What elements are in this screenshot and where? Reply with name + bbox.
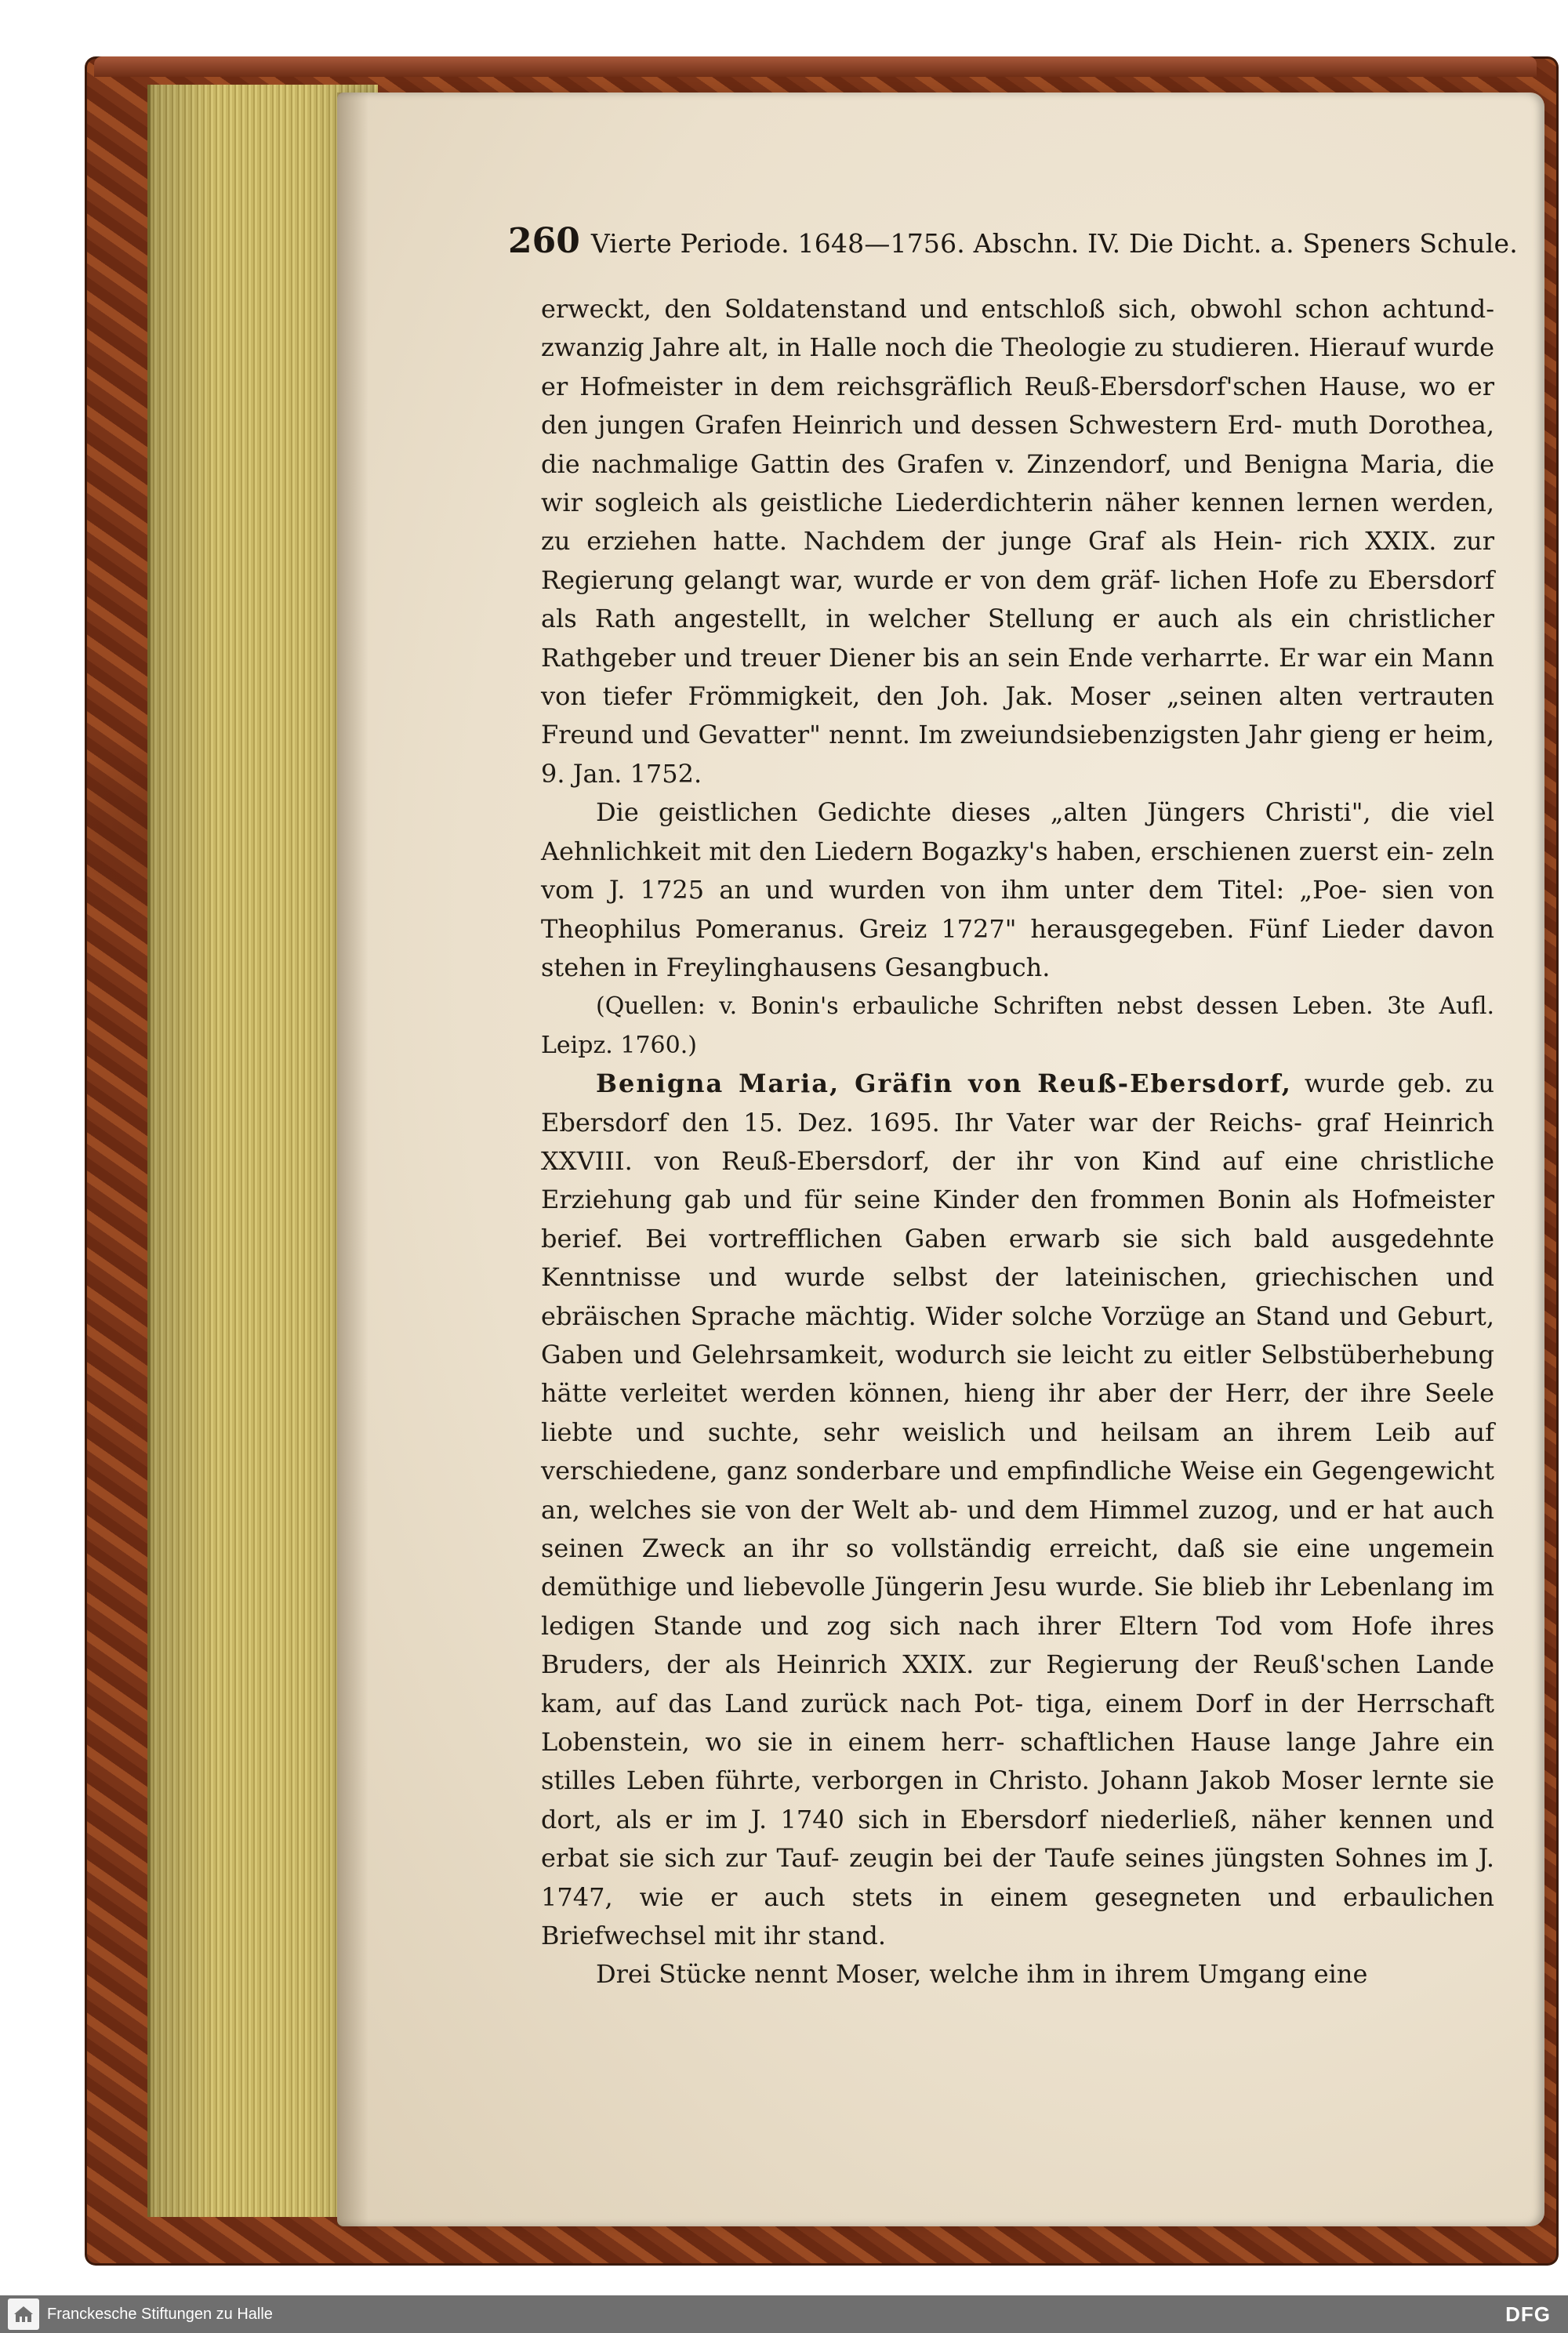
paragraph-continuation: erweckt, den Soldatenstand und entschloß sich, obwohl schon achtund- zwanzig Jahre alt, in Halle noch die Theologie zu studieren. Hierauf wurde er Hofmeister in dem reichsgräflich Reuß-Ebersdorf'schen Hause, wo er den jungen Grafen Heinrich und dessen Schwestern Erd- muth Dorothea, die nachmalige Gattin des Grafen v. Zinzendorf, und Benigna Maria, die wir sogleich als geistliche Liederdichterin näher kennen lernen werden, zu erziehen hatte. Nachdem der junge Graf als Hein- rich XXIX. zur Regierung gelangt war, wurde er von dem gräf- lichen Hofe zu Ebersdorf als Rath angestellt, in welcher Stellung er auch als ein christlicher Rathgeber und treuer Diener bis an sein Ende verharrte. Er war ein Mann von tiefer Frömmigkeit, den Joh. Jak. Moser „seinen alten vertrauten Freund und Gevatter" nennt. Im zweiundsiebenzigsten Jahr gieng er heim, 9. Jan. 1752. <box>541 294 1494 789</box>
page-header <box>508 221 1518 261</box>
paragraph-last: Drei Stücke nennt Moser, welche ihm in ihrem Umgang eine <box>596 1959 1368 1990</box>
viewer-footer <box>0 2295 1568 2333</box>
page-number: 260 <box>508 221 580 261</box>
sources-note: (Quellen: v. Bonin's erbauliche Schriften nebst dessen Leben. 3te Aufl. Leipz. 1760.) <box>541 992 1494 1059</box>
page-gutter-shadow <box>337 93 368 2226</box>
biography-name: Benigna Maria, Gräfin von Reuß-Ebersdorf, <box>596 1069 1292 1099</box>
dfg-badge: DFG <box>1505 2302 1551 2326</box>
page-body <box>541 290 1494 1994</box>
footer-left <box>0 2299 273 2330</box>
paragraph-poems: Die geistlichen Gedichte dieses „alten Jüngers Christi", die viel Aehnlichkeit mit den Liedern Bogazky's haben, erschienen zuerst ein- zeln vom J. 1725 an und wurden von ihm unter dem Titel: „Poe- sien von Theophilus Pomeranus. Greiz 1727" herausgegeben. Fünf Lieder davon stehen in Freylinghausens Gesangbuch. <box>541 797 1494 982</box>
biography-text: wurde geb. zu Ebersdorf den 15. Dez. 1695. Ihr Vater war der Reichs- graf Heinrich XXVIII. von Reuß-Ebersdorf, der ihr von Kind auf eine christliche Erziehung gab und für seine Kinder den frommen Bonin als Hofmeister berief. Bei vortrefflichen Gaben erwarb sie sich bald ausgedehnte Kenntnisse und wurde selbst der lateinischen, griechischen und ebräischen Sprache mächtig. Wider solche Vorzüge an Stand und Geburt, Gaben und Gelehrsamkeit, wodurch sie leicht zu eitler Selbstüberhebung hätte verleitet werden können, hieng ihr aber der Herr, der ihre Seele liebte und suchte, sehr weislich und heilsam an ihrem Leib auf verschiedene, ganz sonderbare und empfindliche Weise ein Gegengewicht an, welches sie von der Welt ab- und dem Himmel zuzog, und er hat auch seinen Zweck an ihr so vollständig erreicht, daß sie eine ungemein demüthige und liebevolle Jüngerin Jesu wurde. Sie blieb ihr Lebenlang im ledigen Stande und zog sich nach ihrer Eltern Tod vom Hofe ihres Bruders, der als Heinrich XXIX. zur Regierung der Reuß'schen Lande kam, auf das Land zurück nach Pot- tiga, einem Dorf in der Herrschaft Lobenstein, wo sie in einem herr- schaftlichen Hause lange Jahre ein stilles Leben führte, verborgen in Christo. Johann Jakob Moser lernte sie dort, als er im J. 1740 sich in Ebersdorf niederließ, näher kennen und erbat sie sich zur Tauf- zeugin bei der Taufe seines jüngsten Sohnes im J. 1747, wie er auch stets in einem gesegneten und erbaulichen Briefwechsel mit ihr stand. <box>541 1069 1495 1951</box>
paragraph-biography <box>541 1065 1494 1955</box>
institution-name[interactable]: Franckesche Stiftungen zu Halle <box>47 2305 273 2323</box>
running-head: Vierte Periode. 1648—1756. Abschn. IV. Die Dicht. a. Speners Schule. <box>590 228 1518 259</box>
binding-top-edge <box>94 56 1537 77</box>
institution-logo-icon[interactable] <box>8 2299 39 2330</box>
